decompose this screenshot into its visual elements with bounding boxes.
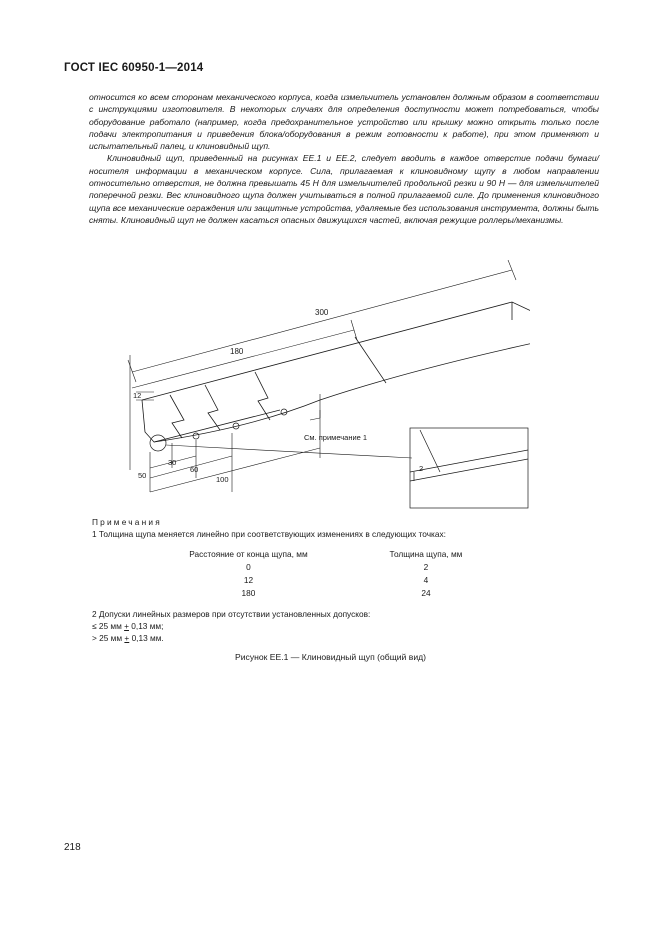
paragraph-2: Клиновидный щуп, приведенный на рисунках EE.1 и EE.2, следует вводить в каждое отверстие подачи бумаги/носителя информации в механическом корпусе. Сила, прилагаемая к клиновидному щупу в любом направлении относительно отверстия, не должна превышать 45 Н для измельчителей продольной резки и 90 Н — для измельчителей поперечной резки. Вес клиновидного щупа должен учитываться в полной прилагаемой силе. До применения клиновидного щупа все механические ограждения или защитные устройства, удаляемые без использования инструмента, должны быть сняты. Клиновидный щуп не должен касаться опасных движущихся частей, включая режущие роллеры/механизмы. — [89, 153, 599, 225]
dim-12-label: 12 — [133, 391, 142, 400]
tolerances-section — [92, 609, 370, 644]
tip-detail-circle — [150, 435, 166, 451]
note-1: 1 Толщина щупа меняется линейно при соответствующих изменениях в следующих точках: — [92, 528, 446, 539]
wedge-probe-figure — [110, 260, 530, 515]
wedge-probe-outline — [142, 302, 530, 442]
thickness-table — [172, 548, 512, 600]
dim-50-label: 50 — [138, 471, 147, 480]
table-cell-distance: 0 — [246, 562, 251, 572]
table-cell-thickness: 2 — [423, 562, 429, 572]
tolerance-2-value: 0,13 мм. — [129, 632, 164, 643]
table-row — [172, 574, 512, 587]
note-2: 2 Допуски линейных размеров при отсутствии установленных допусков: — [92, 609, 371, 619]
notes-title: Примечания — [92, 517, 162, 527]
figure-caption: Рисунок EE.1 — Клиновидный щуп (общий вид) — [234, 652, 426, 662]
table-header-distance: Расстояние от конца щупа, мм — [189, 549, 308, 559]
page-number: 218 — [64, 842, 81, 853]
notes-section — [92, 517, 572, 541]
tolerance-1-sign: + — [124, 620, 129, 631]
table-row — [172, 587, 512, 600]
dim-300-line — [128, 260, 516, 382]
table-cell-thickness: 24 — [421, 588, 431, 598]
dim-30-label: 30 — [168, 458, 177, 467]
dim-60-label: 60 — [190, 465, 199, 474]
dim-100-label: 100 — [216, 475, 229, 484]
table-cell-distance: 12 — [243, 575, 254, 585]
tolerance-1-value: 0,13 мм; — [128, 620, 164, 631]
detail-box — [410, 428, 528, 508]
dim-2-label: 2 — [419, 464, 424, 473]
tolerance-line-2 — [92, 633, 370, 645]
dim-180-label: 180 — [230, 347, 244, 356]
dim-180-line — [132, 320, 357, 388]
paragraph-1: относится ко всем сторонам механического корпуса, когда измельчитель установлен должным образом в соответствии с инструкциями изготовителя. В некоторых случаях для определения доступности может потребоваться, чтобы оборудование работало (например, когда предохранительное устройство или крышку можно открыть только после подачи электропитания и приведения блока/оборудования в режим готовности к работе), при этом применяют и испытательный палец, и клиновидный щуп. — [89, 92, 599, 152]
document-header: ГОСТ IEC 60950-1—2014 — [64, 62, 204, 74]
note-1-callout: См. примечание 1 — [304, 433, 368, 442]
table-header-thickness: Толщина щупа, мм — [389, 549, 463, 559]
dim-300-label: 300 — [315, 308, 329, 317]
body-text — [89, 91, 599, 226]
table-cell-distance: 180 — [241, 588, 256, 598]
table-cell-thickness: 4 — [423, 575, 429, 585]
tolerance-line-1 — [92, 621, 370, 633]
table-header-row — [172, 548, 512, 561]
tolerance-1-prefix: ≤ 25 мм — [92, 620, 125, 631]
tolerance-2-sign: + — [124, 632, 130, 643]
table-row — [172, 561, 512, 574]
tolerance-2-prefix: > 25 мм — [92, 632, 125, 643]
